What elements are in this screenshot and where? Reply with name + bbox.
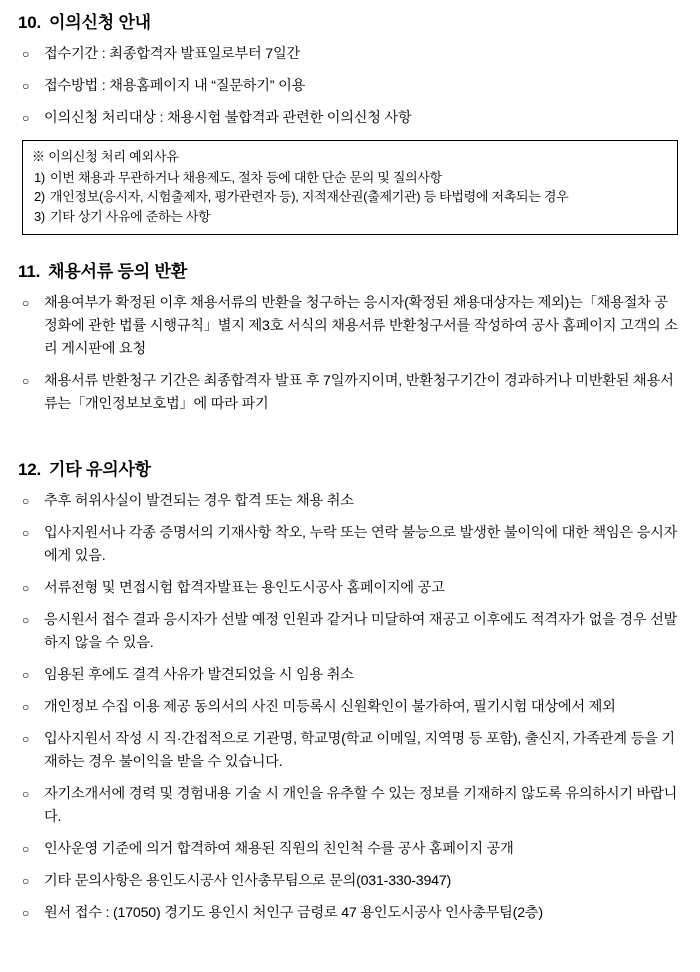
list-item: ○ 이의신청 처리대상 : 채용시험 불합격과 관련한 이의신청 사항 (18, 107, 678, 130)
note-item-number: 2) (34, 189, 45, 205)
section-12-title: 기타 유의사항 (49, 459, 151, 479)
section-11-number: 11. (18, 261, 41, 281)
list-item: ○ 임용된 후에도 결격 사유가 발견되었을 시 임용 취소 (18, 664, 678, 687)
list-item: ○ 입사지원서나 각종 증명서의 기재사항 착오, 누락 또는 연락 불능으로 발생한 불이익에 대한 책임은 응시자에게 있음. (18, 522, 678, 568)
section-12-list (18, 490, 678, 925)
section-11 (18, 257, 678, 416)
list-item: ○ 입사지원서 작성 시 직·간접적으로 기관명, 학교명(학교 이메일, 지역명 등 포함), 출신지, 가족관계 등을 기재하는 경우 불이익을 받을 수 있습니다. (18, 728, 678, 774)
list-item: ○ 기타 문의사항은 용인도시공사 인사총무팀으로 문의(031-330-3947) (18, 870, 678, 893)
list-item: ○ 접수방법 : 채용홈페이지 내 “질문하기” 이용 (18, 75, 678, 98)
section-10-title: 이의신청 안내 (49, 13, 151, 32)
section-12-number: 12. (18, 459, 42, 479)
note-list-item (32, 207, 668, 227)
section-11-heading (18, 257, 678, 282)
section-10-list (18, 43, 678, 130)
list-item: ○ 자기소개서에 경력 및 경험내용 기술 시 개인을 유추할 수 있는 정보를 기재하지 않도록 유의하시기 바랍니다. (18, 783, 678, 829)
note-item-text: 기타 상기 사유에 준하는 사항 (50, 209, 211, 224)
list-item: ○ 채용서류 반환청구 기간은 최종합격자 발표 후 7일까지이며, 반환청구기간이 경과하거나 미반환된 채용서류는「개인정보보호법」에 따라 파기 (18, 370, 678, 416)
exception-note-box (22, 140, 678, 235)
section-10-heading (18, 8, 678, 33)
note-item-number: 3) (34, 209, 45, 224)
spacer (18, 239, 678, 257)
section-12-heading (18, 455, 678, 480)
spacer (18, 425, 678, 455)
note-list-item (32, 168, 668, 188)
note-box-list (32, 168, 668, 227)
list-item: ○ 서류전형 및 면접시험 합격자발표는 용인도시공사 홈페이지에 공고 (18, 577, 678, 600)
section-11-title: 채용서류 등의 반환 (48, 261, 187, 281)
section-10-number: 10. (18, 13, 42, 32)
list-item: ○ 인사운영 기준에 의거 합격하여 채용된 직원의 친인척 수를 공사 홈페이지 공개 (18, 838, 678, 861)
list-item: ○ 추후 허위사실이 발견되는 경우 합격 또는 채용 취소 (18, 490, 678, 513)
section-11-list (18, 292, 678, 416)
note-box-title: ※ 이의신청 처리 예외사유 (32, 149, 179, 164)
note-item-number: 1) (34, 169, 45, 185)
note-item-text: 이번 채용과 무관하거나 채용제도, 절차 등에 대한 단순 문의 및 질의사항 (50, 169, 442, 185)
note-item-text: 개인정보(응시자, 시험출제자, 평가관련자 등), 지적재산권(출제기관) 등 타법령에 저촉되는 경우 (50, 189, 569, 205)
list-item: ○ 응시원서 접수 결과 응시자가 선발 예정 인원과 같거나 미달하여 재공고 이후에도 적격자가 없을 경우 선발하지 않을 수 있음. (18, 609, 678, 655)
list-item: ○ 개인정보 수집 이용 제공 동의서의 사진 미등록시 신원확인이 불가하여, 필기시험 대상에서 제외 (18, 696, 678, 719)
section-12 (18, 455, 678, 925)
list-item: ○ 접수기간 : 최종합격자 발표일로부터 7일간 (18, 43, 678, 66)
note-list-item (32, 187, 668, 207)
list-item: ○ 채용여부가 확정된 이후 채용서류의 반환을 청구하는 응시자(확정된 채용대상자는 제외)는「채용절차 공정화에 관한 법률 시행규칙」별지 제3호 서식의 채용서류 반환청구서를 작성하여 공사 홈페이지 고객의 소리 게시판에 요청 (18, 292, 678, 361)
list-item: ○ 원서 접수 : (17050) 경기도 용인시 처인구 금령로 47 용인도시공사 인사총무팀(2층) (18, 902, 678, 925)
section-10 (18, 8, 678, 235)
